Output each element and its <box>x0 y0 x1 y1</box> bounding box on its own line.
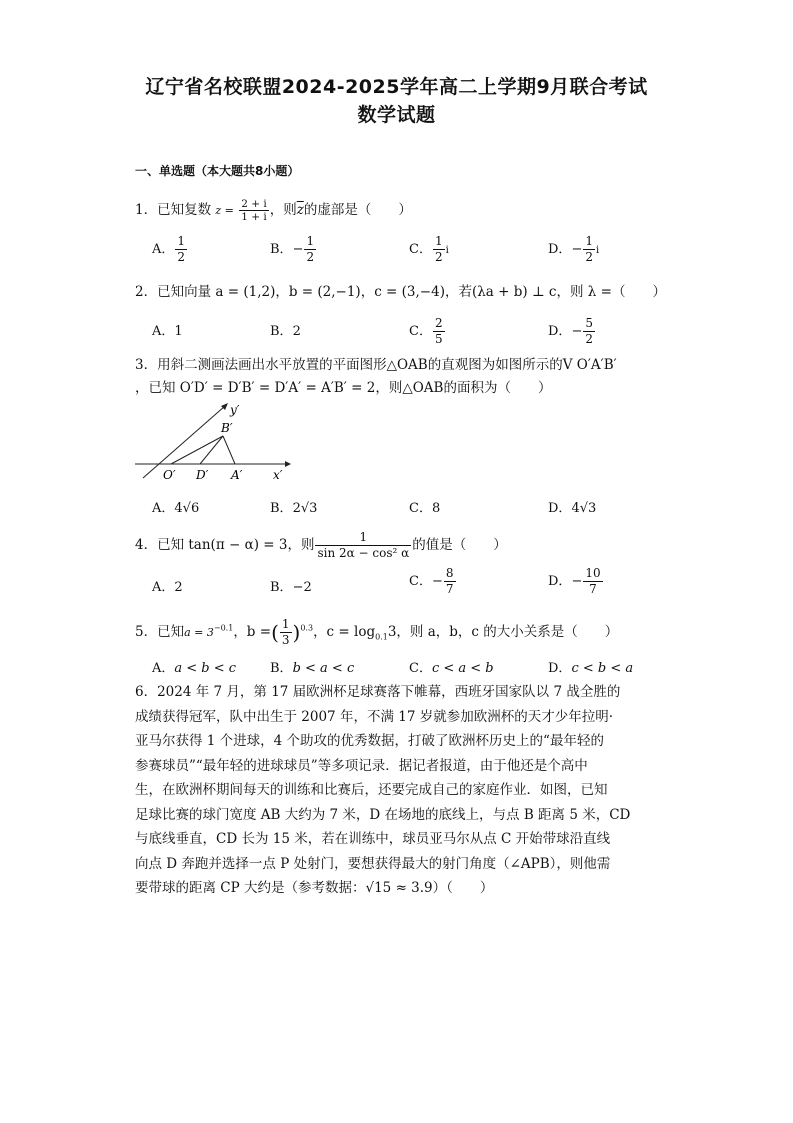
q1-post2: 的虚部是（ ） <box>303 202 412 218</box>
q5-a-exp: −0.1 <box>213 623 234 633</box>
q5-option-c[interactable] <box>409 657 494 676</box>
frac-num: 1 <box>434 234 443 248</box>
q3-text-line2: ，已知 O′D′ = D′B′ = D′A′ = A′B′ = 2，则△OAB的面积为（ ） <box>135 380 552 396</box>
option-text: a < b < c <box>174 661 237 676</box>
option-text: 2 <box>174 580 183 595</box>
x-axis-arrow-icon <box>285 461 291 467</box>
option-text: 8 <box>431 501 441 516</box>
q5-pre: 已知 <box>157 624 185 640</box>
q4-pre: 已知 tan(π − α) = 3，则 <box>157 537 315 553</box>
option-text: −2 <box>292 580 312 595</box>
option-sign: − <box>431 574 443 589</box>
frac-num: 1 <box>585 234 593 248</box>
q1-zbar: $\overline{z}$ <box>296 202 304 218</box>
option-tail: i <box>595 245 600 256</box>
question-3-line1 <box>135 353 617 373</box>
q1-option-a[interactable] <box>152 234 188 265</box>
q6-line: 生，在欧洲杯期间每天的训练和比赛后，还要完成自己的家庭作业．如图，已知 <box>135 782 608 798</box>
q1-frac-den: 1 + i <box>241 211 267 223</box>
option-fraction <box>444 566 456 597</box>
q2-expr: (λa + b) ⊥ c <box>471 284 557 300</box>
label-o: O′ <box>163 468 176 482</box>
q2-option-d[interactable] <box>548 316 596 347</box>
label-a: A′ <box>231 468 243 482</box>
option-label: A． <box>152 324 175 339</box>
frac-den: 2 <box>306 250 315 264</box>
q5-left-paren: ( <box>271 620 279 645</box>
q6-line: 6．2024 年 7 月，第 17 届欧洲杯足球赛落下帷幕，西班牙国家队以 7 战全胜的 <box>135 684 621 700</box>
option-fraction <box>433 234 445 265</box>
frac-num: 1 <box>315 530 411 546</box>
option-fraction <box>433 316 445 347</box>
q2-option-c[interactable] <box>409 316 446 347</box>
q1-option-b[interactable] <box>270 234 317 265</box>
frac-num: 1 <box>281 617 290 631</box>
q2-vector-c: c = (3,−4) <box>374 284 445 300</box>
option-fraction <box>583 234 595 265</box>
q5-c-expr: ，c = log <box>313 624 376 640</box>
q5-b-fraction <box>280 617 292 648</box>
q2-option-a[interactable] <box>152 320 183 339</box>
label-y: y′ <box>230 403 240 417</box>
q3-text-line1: 用斜二测画法画出水平放置的平面图形△OAB的直观图为如图所示的V O′A′B′ <box>157 357 617 373</box>
option-fraction <box>304 234 316 265</box>
question-6 <box>135 680 695 901</box>
q4-fraction <box>315 530 411 561</box>
option-text: 4√3 <box>571 501 597 516</box>
section-heading: 一、单选题（本大题共8小题） <box>135 164 300 178</box>
q2-vector-b: b = (2,−1) <box>288 284 361 300</box>
question-4 <box>135 530 507 561</box>
frac-num: 1 <box>177 234 186 248</box>
q6-line: 成绩获得冠军，队中出生于 2007 年，不满 17 岁就参加欧洲杯的天才少年拉明· <box>135 708 613 725</box>
q4-option-c[interactable] <box>409 566 457 597</box>
option-label: B． <box>270 580 293 595</box>
q5-c-sub: 0.1 <box>375 632 388 642</box>
question-2: 2．已知向量 a = (1,2)，b = (2,−1)，c = (3,−4)，若(λa + b) ⊥ c，则 λ =（ ） <box>135 284 666 300</box>
frac-num: 1 <box>306 234 315 248</box>
q3-figure <box>133 398 293 488</box>
q5-right-paren: ) <box>292 620 301 645</box>
frac-num: 10 <box>585 566 601 580</box>
q1-pre: 已知复数 <box>157 202 212 218</box>
q2-cond: ，若 <box>444 284 472 300</box>
option-sign: − <box>571 574 583 589</box>
option-tail: i <box>445 245 449 256</box>
option-label: B． <box>270 661 293 676</box>
q3-option-c[interactable] <box>409 497 440 516</box>
option-sign: − <box>571 242 583 257</box>
label-b: B′ <box>221 421 233 435</box>
q3-option-b[interactable] <box>270 497 317 516</box>
option-label: D． <box>548 324 572 339</box>
option-label: C． <box>409 574 432 589</box>
option-label: C． <box>409 242 432 257</box>
option-text: 2 <box>292 324 301 339</box>
q2-vector-a: a = (1,2) <box>215 284 276 300</box>
q5-a-expr: a = 3 <box>184 626 214 639</box>
option-fraction <box>583 316 595 347</box>
q4-post: 的值是（ ） <box>412 537 507 553</box>
option-text: c < a < b <box>431 661 494 676</box>
frac-num: 5 <box>585 316 593 330</box>
q6-line: 向点 D 奔跑并选择一点 P 处射门，要想获得最大的射门角度（∠APB），则他需 <box>135 855 611 872</box>
question-3-line2 <box>135 376 551 396</box>
option-fraction <box>175 234 187 265</box>
option-label: C． <box>409 324 432 339</box>
frac-den: 2 <box>585 250 593 264</box>
q1-fraction <box>239 198 269 223</box>
edge-o-b <box>171 436 223 464</box>
option-label: A． <box>152 242 175 257</box>
q4-option-a[interactable] <box>152 576 183 595</box>
option-label: B． <box>270 242 293 257</box>
frac-den: 3 <box>281 633 290 647</box>
q2-text: 已知向量 <box>157 284 212 300</box>
q6-line: 亚马尔获得 1 个进球，4 个助攻的优秀数据，打破了欧洲杯历史上的“最年轻的 <box>135 733 604 749</box>
edge-a-b <box>223 436 235 464</box>
option-label: B． <box>270 324 293 339</box>
option-text: 1 <box>174 324 183 339</box>
option-label: C． <box>409 661 432 676</box>
option-sign: − <box>571 324 583 339</box>
option-text: b < a < c <box>292 661 355 676</box>
q5-option-a[interactable] <box>152 657 236 676</box>
option-sign: − <box>292 242 304 257</box>
q1-number: 1． <box>135 202 158 218</box>
option-label: B． <box>270 501 293 516</box>
q3-option-a[interactable] <box>152 497 199 516</box>
option-label: D． <box>548 661 572 676</box>
option-label: D． <box>548 501 572 516</box>
label-x: x′ <box>273 468 283 482</box>
option-fraction <box>583 566 602 597</box>
q4-option-d[interactable] <box>548 566 604 597</box>
frac-den: 7 <box>589 582 597 596</box>
q5-number: 5． <box>135 624 158 640</box>
q6-line: 与底线垂直，CD 长为 15 米，若在训练中，球员亚马尔从点 C 开始带球沿直线 <box>135 831 611 847</box>
option-label: D． <box>548 242 572 257</box>
q1-post: ，则 <box>269 202 297 218</box>
option-label: C． <box>409 501 432 516</box>
q1-z: z = <box>215 204 234 217</box>
q2-ask: ，则 λ =（ ） <box>556 284 666 300</box>
frac-num: 8 <box>445 566 454 580</box>
label-d: D′ <box>196 468 209 482</box>
q3-option-d[interactable] <box>548 497 596 516</box>
exam-title-line2: 数学试题 <box>357 104 436 126</box>
q6-line: 参赛球员”“最年轻的进球球员”等多项记录．据记者报道，由于他还是个高中 <box>135 757 588 774</box>
option-text: 4√6 <box>174 501 200 516</box>
q1-option-d[interactable] <box>548 234 599 265</box>
q1-frac-num: 2 + i <box>241 198 267 210</box>
option-text: 2√3 <box>292 501 318 516</box>
q5-option-d[interactable] <box>548 657 633 676</box>
exam-title-line1: 辽宁省名校联盟2024-2025学年高二上学期9月联合考试 <box>145 76 648 98</box>
q5-b-pre: ，b = <box>233 624 272 640</box>
option-label: A． <box>152 661 175 676</box>
q2-number: 2． <box>135 284 158 300</box>
option-text: c < b < a <box>571 661 634 676</box>
frac-den: 2 <box>434 250 443 264</box>
q2-option-b[interactable] <box>270 320 301 339</box>
q5-option-b[interactable] <box>270 657 354 676</box>
q4-option-b[interactable] <box>270 576 312 595</box>
option-label: D． <box>548 574 572 589</box>
frac-den: 7 <box>445 582 454 596</box>
edge-d-b <box>200 436 223 464</box>
q1-option-c[interactable] <box>409 234 449 265</box>
option-label: A． <box>152 580 175 595</box>
option-label: A． <box>152 501 175 516</box>
q6-line: 足球比赛的球门宽度 AB 大约为 7 米，D 在场地的底线上，与点 B 距离 5 米，CD <box>135 806 631 823</box>
q3-number: 3． <box>135 357 158 373</box>
frac-den: sin 2α − cos² α <box>317 546 410 560</box>
q4-number: 4． <box>135 537 158 553</box>
q5-c-tail: 3，则 a，b，c 的大小关系是（ ） <box>387 624 619 640</box>
frac-den: 2 <box>585 332 593 346</box>
q5-b-exp: 0.3 <box>300 623 314 633</box>
q6-line: 要带球的距离 CP 大约是（参考数据：√15 ≈ 3.9）（ ） <box>135 880 494 896</box>
frac-den: 2 <box>177 250 186 264</box>
frac-den: 5 <box>434 332 443 346</box>
question-5 <box>135 617 618 648</box>
question-1 <box>135 198 412 223</box>
frac-num: 2 <box>434 316 443 330</box>
